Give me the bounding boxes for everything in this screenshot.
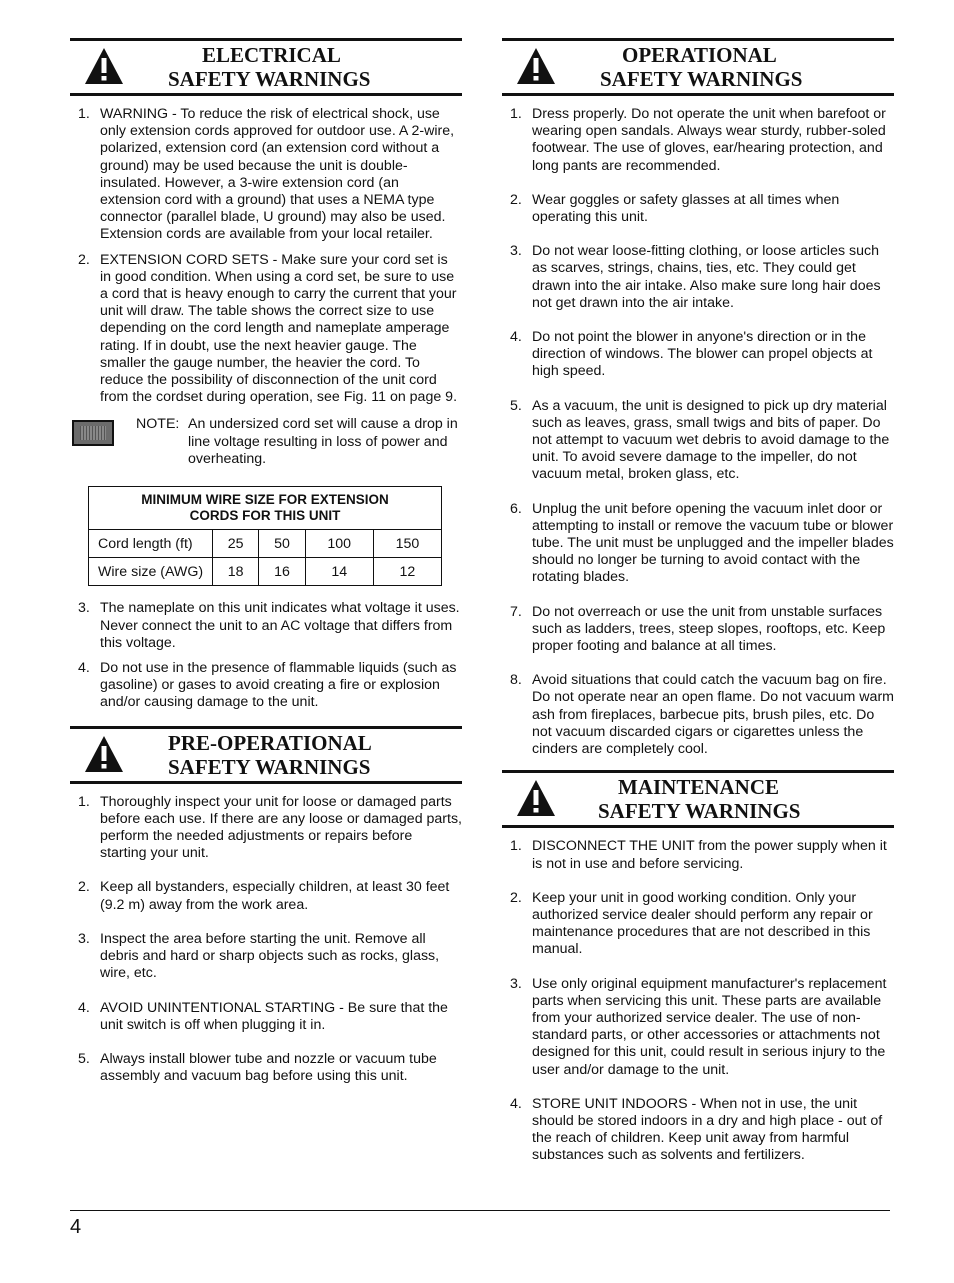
item-number: 5. — [510, 397, 522, 414]
item-text: Always install blower tube and nozzle or vacuum tube assembly and vacuum bag before using this unit. — [100, 1050, 437, 1085]
item-number: 2. — [78, 251, 90, 268]
item-text: Dress properly. Do not operate the unit when barefoot or wearing open sandals. Always wear sturdy, rubber-soled footwear. The use of gloves, ear/hearing protection, and long pants are recommended. — [532, 106, 886, 174]
item-text: Avoid situations that could catch the vacuum bag on fire. Do not operate near an open flame. Do not vacuum warm ash from fireplaces, barbecue pits, brush piles, etc. Do not vacuum discarded cigars or cigarettes unless the cinders are completely cool. — [532, 672, 894, 758]
list-item — [70, 794, 462, 863]
list-item — [502, 604, 894, 656]
item-number: 4. — [78, 660, 90, 677]
item-number: 6. — [510, 500, 522, 517]
list-item — [70, 1000, 462, 1034]
warning-icon — [84, 47, 124, 85]
note-text: An undersized cord set will cause a drop in line voltage resulting in loss of power and overheating. — [188, 416, 458, 467]
list-item — [502, 890, 894, 959]
list-item — [502, 976, 894, 1079]
item-text: WARNING - To reduce the risk of electrical shock, use only extension cords approved for outdoor use. A 2-wire, polarized, extension cord (an extension cord without a ground) may be used because the unit is double-insulated. However, a 3-wire extension cord (an extension cord with a ground) that uses a NEMA type connector (parallel blade, U ground) may also be used. Extension cords are available from your local retailer. — [100, 106, 455, 243]
item-text: Keep your unit in good working condition. Only your authorized service dealer should perform any repair or maintenance procedures that are not described in this manual. — [532, 889, 873, 958]
footer-rule — [70, 1210, 890, 1211]
list-item — [70, 660, 462, 712]
item-text: Do not use in the presence of flammable liquids (such as gasoline) or gases to avoid creating a fire or explosion and/or causing damage to the unit. — [100, 660, 457, 711]
left-column — [70, 38, 462, 1085]
table-row-label: Cord length (ft) — [89, 530, 213, 558]
list-item — [70, 106, 462, 244]
warning-icon — [516, 779, 556, 817]
item-text: AVOID UNINTENTIONAL STARTING - Be sure that the unit switch is off when plugging it in. — [100, 999, 448, 1033]
warning-icon — [84, 735, 124, 773]
item-text: STORE UNIT INDOORS - When not in use, the unit should be stored indoors in a dry and high place - out of the reach of children. Keep unit away from harmful substances such as solvents and fertilizers. — [532, 1095, 883, 1164]
item-number: 1. — [78, 106, 90, 122]
list-item — [502, 243, 894, 312]
list-item — [502, 838, 894, 872]
table-cell: 25 — [213, 530, 259, 558]
item-number: 4. — [510, 329, 522, 346]
table-row — [89, 530, 442, 558]
list-item — [70, 879, 462, 913]
list-item — [70, 1051, 462, 1085]
table-cell: 12 — [373, 558, 441, 586]
section-subtitle: SAFETY WARNINGS — [168, 67, 371, 91]
item-text: Thoroughly inspect your unit for loose or damaged parts before each use. If there are any loose or damaged parts, perform the needed adjustments or repairs before starting your unit. — [100, 793, 463, 862]
item-text: As a vacuum, the unit is designed to pick up dry material such as leaves, grass, small twigs and bits of paper. Do not attempt to vacuum wet debris to avoid damage to the unit. To avoid severe damage to the impeller, do not vacuum metal, broken glass, etc. — [532, 397, 890, 483]
preoperational-header — [70, 726, 462, 784]
table-cell: 50 — [259, 530, 305, 558]
maintenance-list — [502, 838, 894, 1164]
section-title: OPERATIONAL — [622, 43, 777, 67]
item-number: 8. — [510, 672, 522, 689]
item-number: 7. — [510, 603, 522, 620]
item-text: Inspect the area before starting the unit. Remove all debris and hard or sharp objects such as rocks, glass, wire, etc. — [100, 930, 440, 982]
electrical-header — [70, 38, 462, 96]
table-caption-line1: MINIMUM WIRE SIZE FOR EXTENSION — [141, 492, 389, 508]
preoperational-list — [70, 794, 462, 1086]
item-number: 4. — [510, 1095, 522, 1112]
note-icon — [72, 420, 114, 446]
table-row — [89, 558, 442, 586]
table-cell: 18 — [213, 558, 259, 586]
list-item — [502, 501, 894, 587]
item-text: Do not wear loose-fitting clothing, or loose articles such as scarves, strings, chains, ties, etc. They could get drawn into the air intake. Also make sure long hair does not get drawn into the air intake. — [532, 243, 881, 311]
operational-header — [502, 38, 894, 96]
warning-icon — [516, 47, 556, 85]
electrical-list-continued — [70, 600, 462, 711]
note-block — [70, 416, 462, 472]
table-cell: 100 — [305, 530, 373, 558]
section-subtitle: SAFETY WARNINGS — [598, 799, 801, 824]
item-number: 4. — [78, 999, 90, 1016]
item-number: 3. — [510, 243, 522, 260]
item-text: EXTENSION CORD SETS - Make sure your cord set is in good condition. When using a cord set, be sure to use a cord that is heavy enough to carry the current that your unit will draw. The table shows the correct size to use depending on the cord length and nameplate amperage rating. If in doubt, use the next heavier gauge. The smaller the gauge number, the heavier the cord. To reduce the possibility of disconnection of the unit cord from the cordset during operation, see Fig. 11 on page 9. — [100, 251, 458, 406]
table-caption-line2: CORDS FOR THIS UNIT — [189, 508, 341, 524]
item-text: Use only original equipment manufacturer's replacement parts when servicing this unit. These parts are available from your authorized service dealer. The use of non-standard parts, or other accessories or attachments not designed for this unit, could result in serious injury to the user and/or damage to the unit. — [532, 975, 887, 1078]
list-item — [70, 252, 462, 407]
table-cell: 150 — [373, 530, 441, 558]
item-number: 1. — [78, 793, 90, 810]
list-item — [502, 398, 894, 484]
item-number: 3. — [510, 975, 522, 992]
section-subtitle: SAFETY WARNINGS — [600, 67, 803, 91]
list-item — [70, 931, 462, 983]
item-number: 3. — [78, 930, 90, 947]
table-caption — [89, 487, 442, 530]
list-item — [502, 1096, 894, 1165]
table-row-label: Wire size (AWG) — [89, 558, 213, 586]
electrical-list — [70, 106, 462, 406]
item-text: DISCONNECT THE UNIT from the power supply when it is not in use and before servicing. — [532, 838, 887, 872]
list-item — [502, 106, 894, 175]
right-column — [502, 38, 894, 1165]
list-item — [502, 192, 894, 226]
table-cell: 16 — [259, 558, 305, 586]
wire-size-table — [88, 486, 442, 586]
item-number: 5. — [78, 1050, 90, 1067]
item-text: Do not overreach or use the unit from unstable surfaces such as ladders, trees, steep slopes, rooftops, etc. Keep proper footing and balance at all times. — [532, 603, 886, 655]
item-text: Do not point the blower in anyone's direction or in the direction of windows. The blower can propel objects at high speed. — [532, 329, 873, 380]
maintenance-header — [502, 770, 894, 828]
section-title: MAINTENANCE — [618, 775, 780, 800]
item-text: Keep all bystanders, especially children, at least 30 feet (9.2 m) away from the work area. — [100, 879, 450, 913]
list-item — [70, 600, 462, 652]
item-text: The nameplate on this unit indicates what voltage it uses. Never connect the unit to an AC voltage that differs from this voltage. — [100, 600, 460, 651]
page-number: 4 — [70, 1216, 82, 1238]
note-label: NOTE: — [136, 416, 180, 433]
table-cell: 14 — [305, 558, 373, 586]
section-title: ELECTRICAL — [202, 43, 341, 67]
list-item — [502, 672, 894, 758]
item-number: 1. — [510, 838, 522, 855]
item-text: Unplug the unit before opening the vacuum inlet door or attempting to install or remove the vacuum tube or blower tube. The unit must be unplugged and the impeller blades should no longer be turning to avoid contact with the rotating blades. — [532, 500, 894, 586]
section-title: PRE-OPERATIONAL — [168, 730, 372, 755]
list-item — [502, 329, 894, 381]
section-subtitle: SAFETY WARNINGS — [168, 754, 371, 779]
item-number: 1. — [510, 106, 522, 122]
item-number: 2. — [510, 889, 522, 906]
item-number: 2. — [78, 879, 90, 896]
item-number: 2. — [510, 191, 522, 208]
item-number: 3. — [78, 600, 90, 617]
operational-list — [502, 106, 894, 758]
item-text: Wear goggles or safety glasses at all times when operating this unit. — [532, 191, 840, 226]
